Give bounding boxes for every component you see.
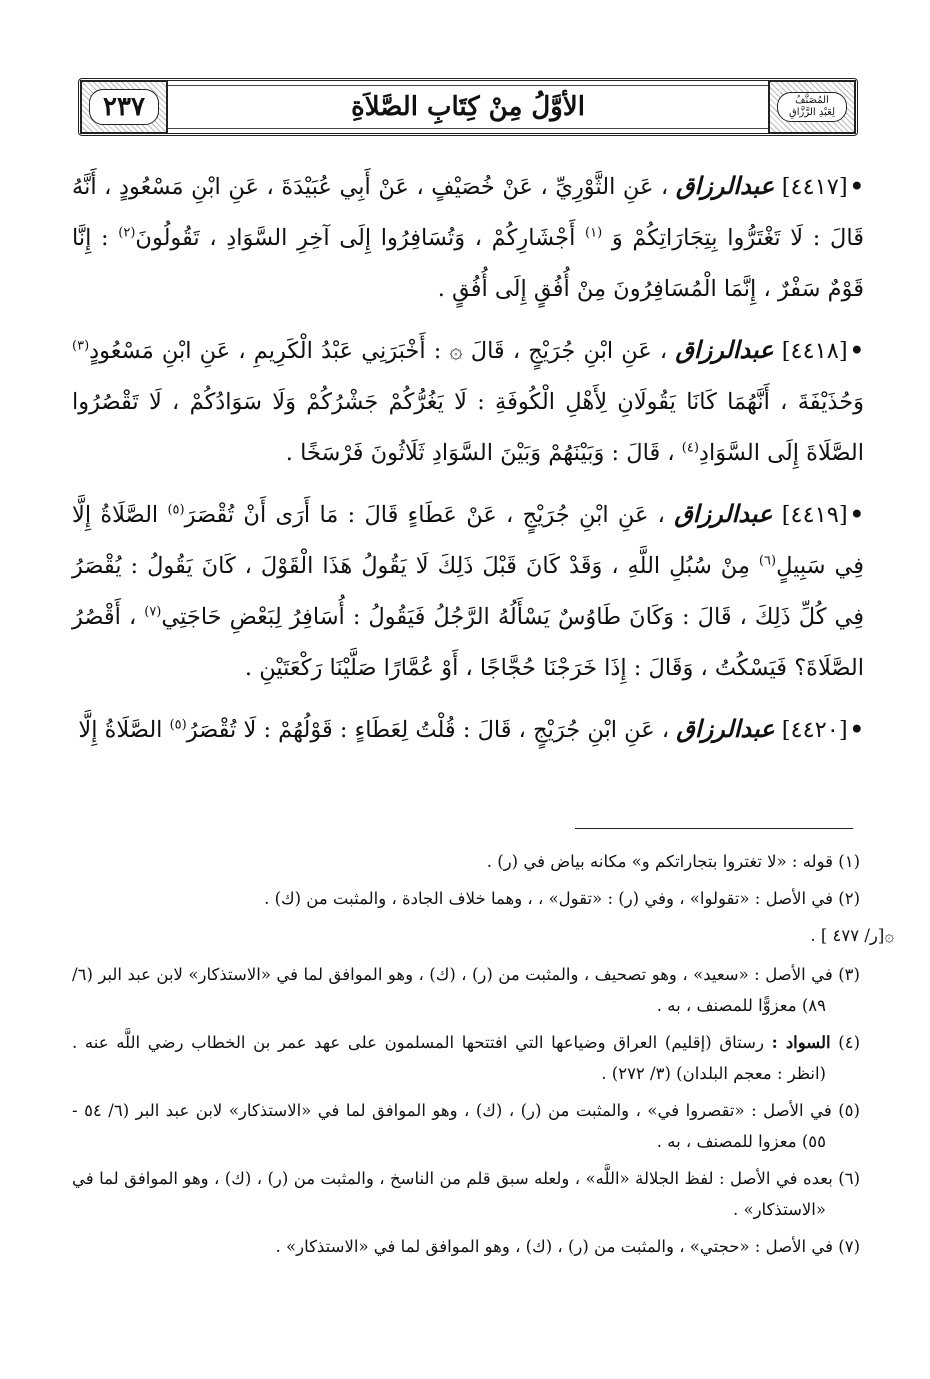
footnote — [72, 1027, 860, 1089]
narrator: عبدالرزاق — [675, 171, 775, 200]
hadith-4417 — [72, 160, 864, 315]
hadith-text: ، عَنِ الثَّوْرِيِّ ، عَنْ خُصَيْفٍ ، عَنْ أَبِي عُبَيْدَةَ ، عَنِ ابْنِ مَسْعُودٍ ، أَنَّهُ قَالَ : لَا تَغْتَرُّوا بِتِجَارَاتِكُمْ وَ — [72, 174, 864, 251]
footnote-ref: (٤) — [681, 440, 699, 456]
footnote-text: بعده في الأصل : لفظ الجلالة «اللَّه» ، ولعله سبق قلم من الناسخ ، والمثبت من (ر) ، (ك) ، وهو الموافق لما في «الاستذكار» . — [72, 1169, 833, 1219]
hadith-text: أَجْشَارِكُمْ ، وَتُسَافِرُوا إِلَى آخِرِ السَّوَادِ ، تَقُولُونَ — [135, 225, 576, 251]
hadith-text: : إِنَّا قَوْمٌ سَفْرٌ ، إِنَّمَا الْمُسَافِرُونَ مِنْ أُفُقٍ إِلَى أُفُقٍ . — [72, 225, 864, 302]
footnote — [72, 959, 860, 1021]
footnote — [72, 1163, 860, 1225]
footnote-ref: (٥) — [167, 502, 185, 518]
footnote-text: في الأصل : «تقولوا» ، وفي (ر) : «تقول» ، ، وهما خلاف الجادة ، والمثبت من (ك) . — [264, 889, 833, 908]
footnote-text: في الأصل : «تقصروا في» ، والمثبت من (ر) ، (ك) ، وهو الموافق لما في «الاستذكار» لابن عبد البر (٦/ ٥٤ - ٥٥) معزوا للمصنف ، به . — [72, 1101, 832, 1151]
hadith-4419 — [72, 488, 864, 694]
hadith-text: ، أَقْصُرُ الصَّلَاةَ؟ فَيَسْكُتُ ، وَقَالَ : إِذَا خَرَجْنَا حُجَّاجًا ، أَوْ عُمَّارًا صَلَّيْنَا رَكْعَتَيْنِ . — [72, 604, 864, 681]
hadith-text: مِنْ سُبُلِ اللَّهِ ، وَقَدْ كَانَ قَبْلَ ذَلِكَ لَا يَقُولُ هَذَا الْقَوْلَ ، كَانَ يَقُولُ : يُقْصَرُ فِي كُلِّ ذَلِكَ ، قَالَ : وَكَانَ طَاوُسٌ يَسْأَلُهُ الرَّجُلُ فَيَقُولُ : أُسَافِرُ لِبَعْضِ حَاجَتِي — [72, 553, 864, 630]
footnote-ref: (١) — [585, 225, 603, 241]
hadith-number: [٤٤١٩] — [781, 502, 848, 528]
footnote — [72, 883, 860, 914]
footnote-label: (٣) — [838, 965, 860, 984]
narrator: عبدالرزاق — [676, 714, 775, 743]
bullet: • — [849, 502, 865, 528]
footnote-label: (٦) — [838, 1169, 860, 1188]
main-text — [72, 160, 864, 765]
footnote-text: في الأصل : «سعيد» ، وهو تصحيف ، والمثبت من (ر) ، (ك) ، وهو الموافق لما في «الاستذكار» لابن عبد البر (٦/ ٨٩) معزوًّا للمصنف ، به . — [72, 965, 833, 1015]
hadith-4420 — [72, 703, 864, 756]
footnote-text: قوله : «لا تغتروا بتجاراتكم و» مكانه بياض في (ر) . — [486, 852, 833, 871]
footnote — [72, 920, 894, 951]
hadith-text: الصَّلَاةُ إِلَّا فِي سَبِيلٍ — [72, 502, 864, 579]
footnote-ref: (٦) — [758, 553, 777, 569]
footnote-ref: (٧) — [144, 604, 162, 620]
hadith-number: [٤٤٢٠] — [781, 717, 848, 743]
footnote-label: (١) — [838, 852, 860, 871]
bullet: • — [849, 717, 864, 743]
footnote-ref: (٢) — [118, 225, 136, 241]
footnote-label: (٧) — [838, 1237, 860, 1256]
page-number-frame — [80, 80, 168, 134]
hadith-text: ، عَنِ ابْنِ جُرَيْجٍ ، عَنْ عَطَاءٍ قَالَ : مَا أَرَى أَنْ تُقْصَرَ — [184, 502, 665, 528]
footnote-divider — [575, 828, 853, 829]
hadith-text: الصَّلَاةُ إِلَّا — [78, 717, 163, 743]
emblem-line-2: لِعَبْدِ الرَّزَّاقِ — [788, 107, 836, 118]
book-emblem — [768, 80, 856, 134]
emblem-text — [777, 92, 847, 122]
footnote-label: ۞ — [884, 926, 894, 945]
footnote-label: (٥) — [838, 1101, 860, 1120]
footnote-ref: (٥) — [169, 717, 187, 733]
hadith-number: [٤٤١٨] — [781, 338, 848, 364]
footnotes — [72, 846, 894, 1268]
footnote-label: (٤) — [838, 1033, 861, 1052]
hadith-text: ، عَنِ ابْنِ جُرَيْجٍ ، قَالَ : قُلْتُ لِعَطَاءٍ : قَوْلُهُمْ : لَا تُقْصَرُ — [186, 717, 670, 743]
hadith-number: [٤٤١٧] — [781, 174, 848, 200]
bullet: • — [849, 338, 865, 364]
footnote-label: (٢) — [838, 889, 860, 908]
narrator: عبدالرزاق — [674, 499, 773, 528]
footnote — [72, 1231, 860, 1262]
hadith-text: ، قَالَ : وَبَيْنَهُمْ وَبَيْنَ السَّوَادِ ثَلَاثُونَ فَرْسَخًا . — [285, 440, 675, 466]
footnote-text: في الأصل : «حجتي» ، والمثبت من (ر) ، (ك) ، وهو الموافق لما في «الاستذكار» . — [275, 1237, 833, 1256]
running-title: الأوَّلُ مِنْ كِتَابِ الصَّلاَةِ — [351, 92, 585, 122]
footnote — [72, 846, 860, 877]
footnote — [72, 1095, 860, 1157]
emblem-line-1: المُصَنَّفُ — [795, 95, 829, 106]
bullet: • — [849, 174, 865, 200]
narrator: عبدالرزاق — [675, 335, 774, 364]
footnote-ref: (٣) — [72, 338, 90, 354]
hadith-text: وَحُذَيْفَةَ ، أَنَّهُمَا كَانَا يَقُولَانِ لِأَهْلِ الْكُوفَةِ : لَا يَغُرُّكُمْ جَشْرُكُمْ وَلَا سَوَادُكُمْ ، لَا تَقْصُرُوا الصَّلَاةَ إِلَى السَّوَادِ — [72, 389, 864, 466]
footnote-text: [ر/ ٤٧٧ ] . — [810, 926, 885, 945]
hadith-4418 — [72, 324, 864, 479]
hadith-text: ، عَنِ ابْنِ جُرَيْجٍ ، قَالَ ۞ : أَخْبَرَنِي عَبْدُ الْكَرِيمِ ، عَنِ ابْنِ مَسْعُودٍ — [89, 338, 668, 364]
footnote-text: رستاق (إقليم) العراق وضياعها التي افتتحها المسلمون على عهد عمر بن الخطاب رضي اللَّه عنه . (انظر : معجم البلدان) (٣/ ٢٧٢) . — [72, 1033, 826, 1083]
page-number: ٢٣٧ — [89, 89, 159, 125]
footnote-term: السواد : — [771, 1033, 831, 1052]
